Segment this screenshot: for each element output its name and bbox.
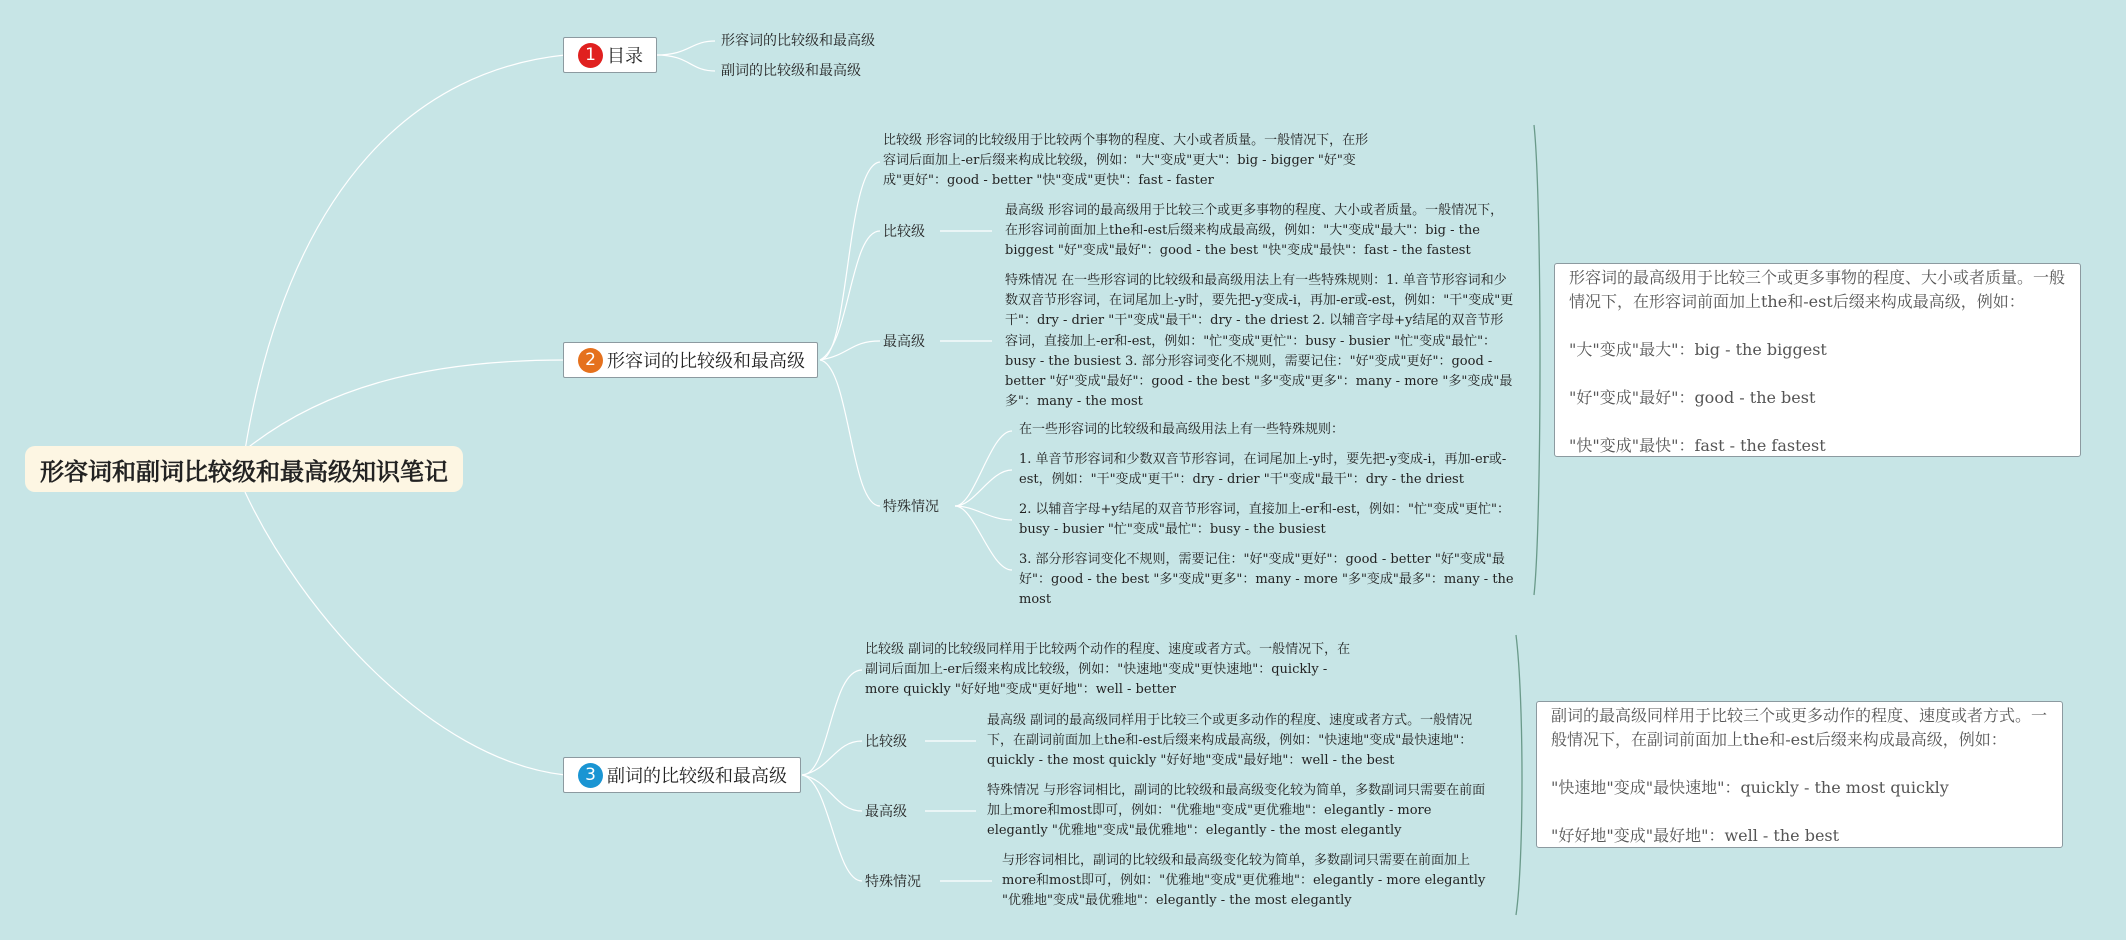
adverb-summary-line-0: 副词的最高级同样用于比较三个或更多动作的程度、速度或者方式。一般情况下，在副词前面加上the和-est后缀来构成最高级，例如： [1551, 706, 2048, 749]
adverb-intro: 比较级 副词的比较级同样用于比较两个动作的程度、速度或者方式。一般情况下，在副词后面加上-er后缀来构成比较级，例如："快速地"变成"更快速地"：quickly - more quickly "好好地"变成"更好地"：well - better [865, 642, 1351, 698]
adjective-summary-line-3: "快"变成"最快"：fast - the fastest [1569, 436, 1826, 455]
adjective-superlative-label[interactable]: 最高级 [883, 334, 925, 350]
adverb-topic[interactable] [563, 757, 801, 793]
connector-adv-spec [802, 775, 862, 881]
connector-root-adv [245, 492, 565, 775]
adjective-comparative-label[interactable]: 比较级 [883, 224, 925, 240]
adjective-comparative-text: 最高级 形容词的最高级用于比较三个或更多事物的程度、大小或者质量。一般情况下，在形容词前面加上the和-est后缀来构成最高级，例如："大"变成"最大"：big - the biggest "好"变成"最好"：good - the best "快"变成"最快"：fast - the fastest [1005, 203, 1504, 259]
adverb-comparative-label[interactable]: 比较级 [865, 734, 907, 750]
connector-adj-spec-3 [955, 506, 1012, 570]
number-two-icon: 2 [578, 348, 603, 373]
toc-item-adjective[interactable]: 形容词的比较级和最高级 [721, 33, 875, 49]
adjective-summary-line-0: 形容词的最高级用于比较三个或更多事物的程度、大小或者质量。一般情况下，在形容词前面加上the和-est后缀来构成最高级，例如： [1569, 268, 2066, 311]
adverb-summary-line-1: "快速地"变成"最快速地"：quickly - the most quickly [1551, 778, 1949, 797]
adjective-special-item-1: 1. 单音节形容词和少数双音节形容词，在词尾加上-y时，要先把-y变成-i，再加-er或-est，例如："干"变成"更干"：dry - drier "干"变成"最干"：dry - the driest [1019, 452, 1507, 488]
connector-root-toc [245, 55, 565, 450]
adjective-topic-title: 形容词的比较级和最高级 [607, 351, 805, 372]
adjective-special-item-3: 3. 部分形容词变化不规则，需要记住："好"变成"更好"：good - better "好"变成"最好"：good - the best "多"变成"更多"：many - more "多"变成"最多"：many - the most [1019, 552, 1514, 608]
root-topic[interactable] [25, 446, 463, 492]
connector-toc-2 [656, 55, 715, 71]
adverb-special-text: 与形容词相比，副词的比较级和最高级变化较为简单，多数副词只需要在前面加上more和most即可，例如："优雅地"变成"更优雅地"：elegantly - more elegantly "优雅地"变成"最优雅地"：elegantly - the most elegantly [1002, 853, 1486, 909]
number-one-icon: 1 [578, 43, 603, 68]
adjective-intro: 比较级 形容词的比较级用于比较两个事物的程度、大小或者质量。一般情况下，在形容词后面加上-er后缀来构成比较级，例如："大"变成"更大"：big - bigger "好"变成"更好"：good - better "快"变成"更快"：fast - faster [883, 133, 1369, 189]
connector-adj-spec-1 [955, 470, 1012, 506]
toc-topic[interactable] [563, 37, 657, 73]
toc-title: 目录 [607, 46, 643, 67]
adjective-special-item-0: 在一些形容词的比较级和最高级用法上有一些特殊规则： [1019, 422, 1345, 437]
adverb-summary-line-2: "好好地"变成"最好地"：well - the best [1551, 826, 1840, 845]
adjective-summary-note[interactable] [1554, 263, 2081, 457]
adjective-topic[interactable] [563, 342, 818, 378]
number-three-icon: 3 [578, 763, 603, 788]
adverb-superlative-label[interactable]: 最高级 [865, 804, 907, 820]
connector-adj-intro [820, 162, 880, 360]
connector-adv-intro [802, 670, 862, 775]
adverb-summary-note[interactable] [1536, 701, 2063, 848]
connector-adj-spec [820, 360, 880, 506]
adjective-special-label[interactable]: 特殊情况 [883, 499, 939, 515]
adjective-summary-line-2: "好"变成"最好"：good - the best [1569, 388, 1816, 407]
adverb-superlative-text: 特殊情况 与形容词相比，副词的比较级和最高级变化较为简单，多数副词只需要在前面加上more和most即可，例如："优雅地"变成"更优雅地"：elegantly - more elegantly "优雅地"变成"最优雅地"：elegantly - the most elegantly [987, 783, 1486, 839]
adjective-superlative-text: 特殊情况 在一些形容词的比较级和最高级用法上有一些特殊规则：1. 单音节形容词和少数双音节形容词，在词尾加上-y时，要先把-y变成-i，再加-er或-est，例如："干"变成"更干"：dry - drier "干"变成"最干"：dry - the driest 2. 以辅音字母+y结尾的双音节形容词，直接加上-er和-est，例如："忙"变成"更忙"：busy - busier "忙"变成"最忙"：busy - the busiest 3. 部分形容词变化不规则，需要记住："好"变成"更好"：good - better "好"变成"最好"：good - the best "多"变成"更多"：many - more "多"变成"最多"：many - the most [1005, 273, 1514, 410]
root-title: 形容词和副词比较级和最高级知识笔记 [40, 457, 448, 486]
connector-adj-spec-2 [955, 506, 1012, 520]
toc-item-adverb[interactable]: 副词的比较级和最高级 [721, 63, 861, 79]
connector-toc-1 [656, 41, 715, 55]
summary-bracket-adj [1534, 125, 1540, 595]
connector-root-adj [245, 360, 565, 450]
connector-adj-spec-0 [955, 431, 1012, 506]
adverb-comparative-text: 最高级 副词的最高级同样用于比较三个或更多动作的程度、速度或者方式。一般情况下，在副词前面加上the和-est后缀来构成最高级，例如："快速地"变成"最快速地"：quickly - the most quickly "好好地"变成"最好地"：well - the best [987, 713, 1473, 769]
adjective-summary-line-1: "大"变成"最大"：big - the biggest [1569, 340, 1827, 359]
adverb-special-label[interactable]: 特殊情况 [865, 874, 921, 890]
adjective-special-item-2: 2. 以辅音字母+y结尾的双音节形容词，直接加上-er和-est，例如："忙"变成"更忙"：busy - busier "忙"变成"最忙"：busy - the busiest [1019, 502, 1510, 538]
summary-bracket-adv [1516, 635, 1522, 915]
adverb-topic-title: 副词的比较级和最高级 [607, 766, 787, 787]
